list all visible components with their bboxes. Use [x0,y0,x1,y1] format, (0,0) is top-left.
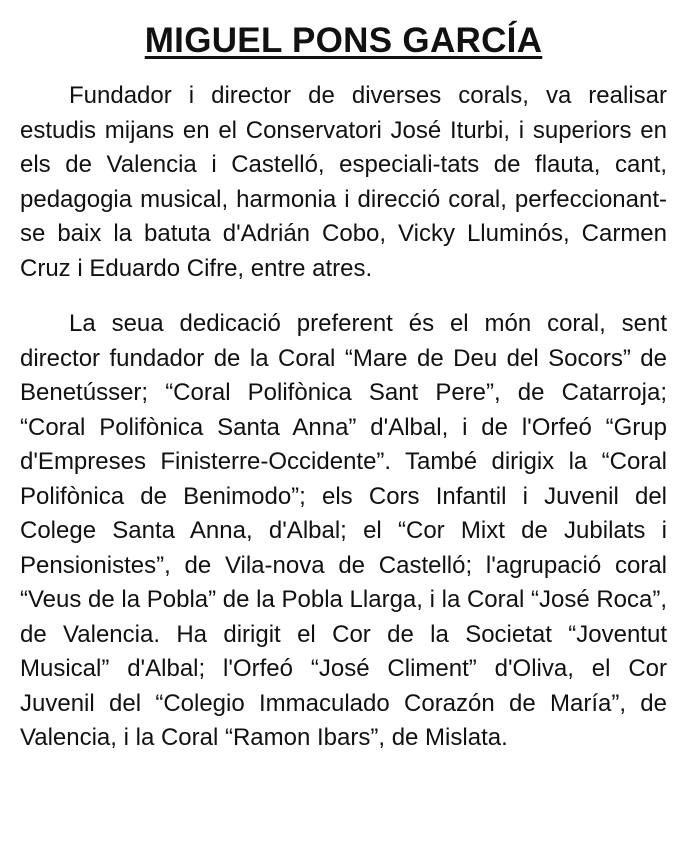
page-title: MIGUEL PONS GARCÍA [144,21,543,60]
body-text [20,79,667,756]
paragraph-2: La seua dedicació preferent és el món coral, sent director fundador de la Coral “Mare de Deu del Socors” de Benetússer; “Coral Polifònica Sant Pere”, de Catarroja; “Coral Polifònica Santa Anna” d'Albal, i de l'Orfeó “Grup d'Empreses Finisterre-Occidente”. També dirigix la “Coral Polifònica de Benimodo”; els Cors Infantil i Juvenil del Colege Santa Anna, d'Albal; el “Cor Mixt de Jubilats i Pensionistes”, de Vila-nova de Castelló; l'agrupació coral “Veus de la Pobla” de la Pobla Llarga, i la Coral “José Roca”, de Valencia. Ha dirigit el Cor de la Societat “Joventut Musical” d'Albal; l'Orfeó “José Climent” d'Oliva, el Cor Juvenil del “Colegio Immaculado Corazón de María”, de Valencia, i la Coral “Ramon Ibars”, de Mislata. [20,310,668,751]
paragraph-1: Fundador i director de diverses corals, va realisar estudis mijans en el Conservatori José Iturbi, i superiors en els de Valencia i Castelló, especiali-tats de flauta, cant, pedagogia musical, harmonia i direcció coral, perfeccionant-se baix la batuta d'Adrián Cobo, Vicky Lluminós, Carmen Cruz i Eduardo Cifre, entre atres. [20,82,667,282]
